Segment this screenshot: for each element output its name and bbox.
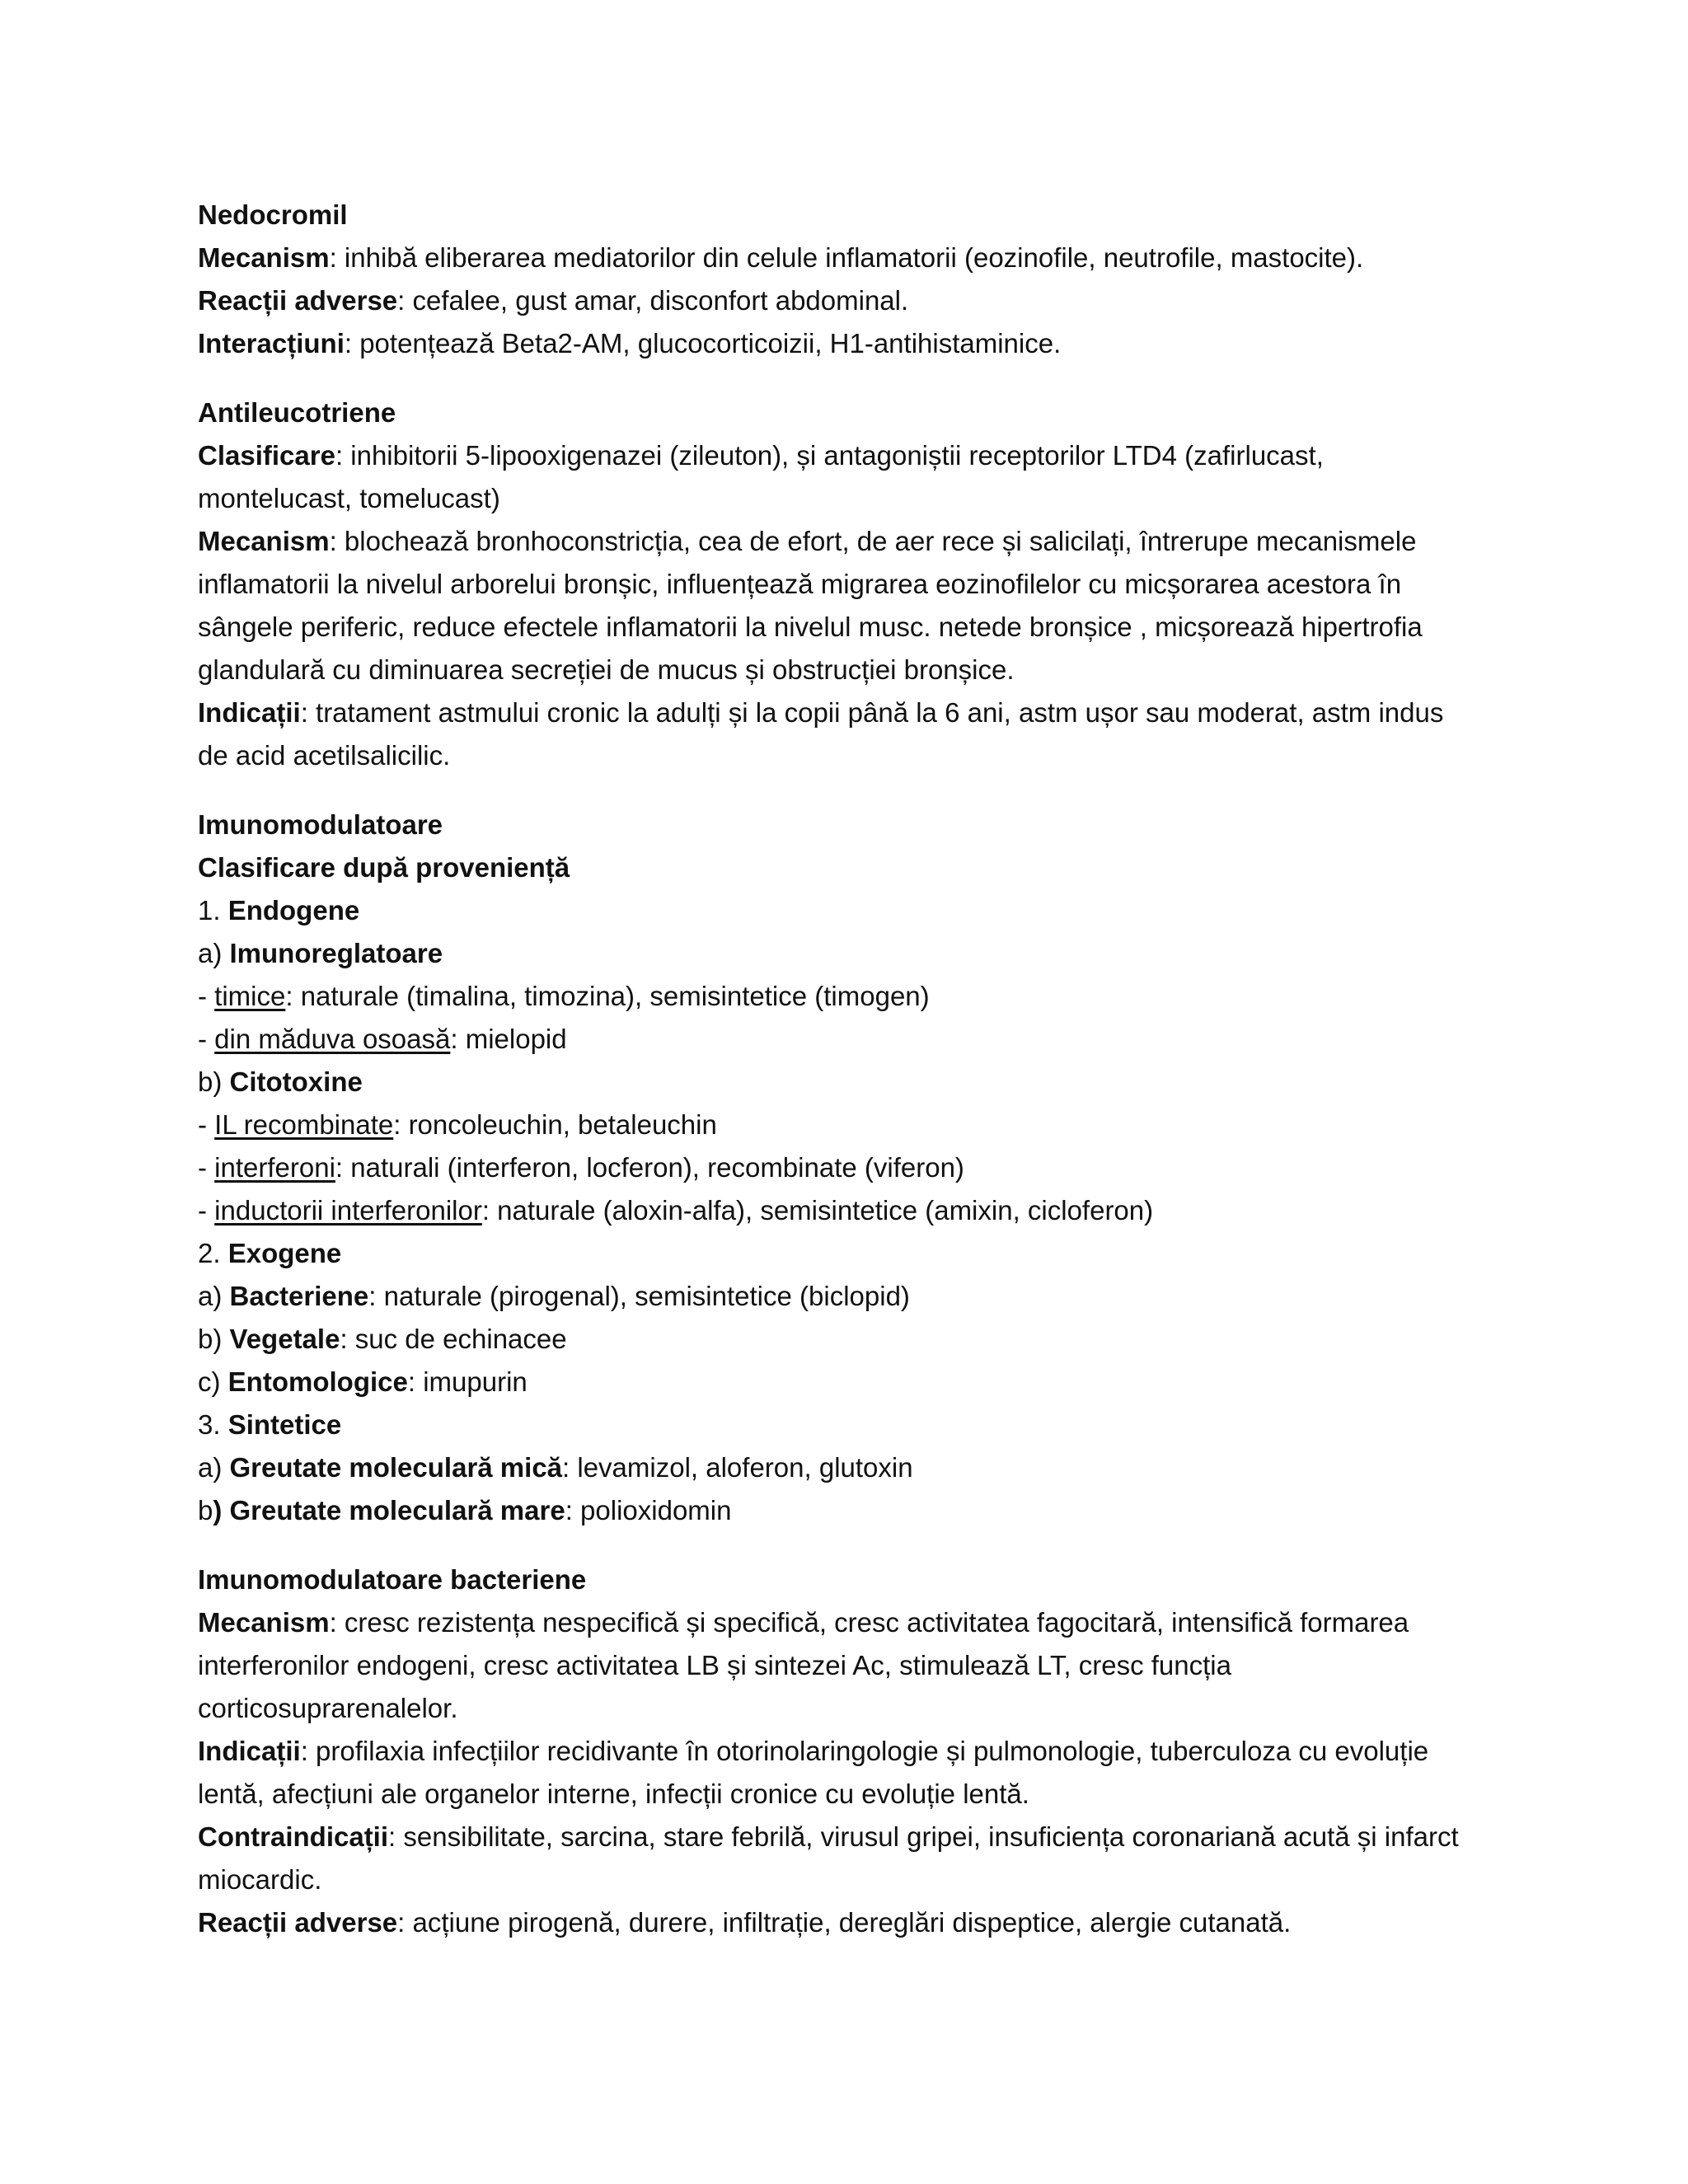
- imunobacteriene-indicatii-cont: lentă, afecțiuni ale organelor interne, infecții cronice cu evoluție lentă.: [198, 1779, 1029, 1809]
- section-title-imunomodulatoare-bacteriene: Imunomodulatoare bacteriene: [198, 1564, 587, 1595]
- label: Contraindicații: [198, 1821, 389, 1852]
- nedocromil-reactii: [198, 279, 1500, 322]
- antileucotriene-mecanism: [198, 520, 1500, 563]
- text: : profilaxia infecțiilor recidivante în otorinolaringologie și pulmonologie, tuberculoza cu evoluție: [300, 1736, 1429, 1766]
- label: interferoni: [214, 1152, 335, 1183]
- list-item-interferoni: [198, 1146, 1500, 1189]
- text: : levamizol, aloferon, glutoxin: [562, 1452, 913, 1483]
- section-title-antileucotriene: Antileucotriene: [198, 397, 396, 428]
- text: : naturale (pirogenal), semisintetice (biclopid): [368, 1281, 910, 1311]
- label: Exogene: [227, 1238, 342, 1268]
- number: 1.: [198, 895, 228, 926]
- prefix: b): [198, 1066, 230, 1097]
- label: Mecanism: [198, 1607, 330, 1638]
- label: Clasificare: [198, 440, 335, 471]
- label: Greutate moleculară mică: [229, 1452, 563, 1483]
- label: Vegetale: [229, 1324, 340, 1354]
- antileucotriene-mecanism-cont: inflamatorii la nivelul arborelui bronșic, influențează migrarea eozinofilelor cu micșorarea acestora în: [198, 569, 1402, 599]
- text: : acțiune pirogenă, durere, infiltrație, dereglări dispeptice, alergie cutanată.: [397, 1907, 1292, 1938]
- antileucotriene-indicatii-cont: de acid acetilsalicilic.: [198, 740, 451, 771]
- text: : naturale (aloxin-alfa), semisintetice (amixin, cicloferon): [481, 1195, 1154, 1226]
- prefix: c): [198, 1366, 228, 1397]
- nedocromil-interactiuni: [198, 322, 1500, 365]
- label: Indicații: [198, 1736, 301, 1766]
- list-item-bacteriene: [198, 1275, 1500, 1318]
- imunobacteriene-mecanism-cont: interferonilor endogeni, cresc activitatea LB și sintezei Ac, stimulează LT, cresc funcția: [198, 1650, 1231, 1680]
- label: Mecanism: [198, 242, 330, 273]
- spacer: [198, 1532, 1500, 1558]
- label: Citotoxine: [229, 1066, 363, 1097]
- list-item-maduva: [198, 1018, 1500, 1061]
- label: Bacteriene: [229, 1281, 369, 1311]
- prefix: -: [198, 1024, 215, 1054]
- text: : sensibilitate, sarcina, stare febrilă, virusul gripei, insuficiența coronariană acută și infarct: [388, 1821, 1459, 1852]
- text: : polioxidomin: [565, 1495, 732, 1526]
- list-item-endogene: [198, 889, 1500, 932]
- label: inductorii interferonilor: [214, 1195, 482, 1226]
- imunobacteriene-contraindicatii-cont: miocardic.: [198, 1864, 322, 1895]
- list-item-il: [198, 1104, 1500, 1146]
- spacer: [198, 365, 1500, 391]
- prefix: -: [198, 1109, 215, 1140]
- list-item-mare: [198, 1489, 1500, 1532]
- text: : naturali (interferon, locferon), recombinate (viferon): [335, 1152, 964, 1183]
- nedocromil-mecanism: [198, 237, 1500, 279]
- prefix: a): [198, 1452, 230, 1483]
- imunobacteriene-indicatii: [198, 1730, 1500, 1773]
- number: 3.: [198, 1409, 228, 1440]
- text: : naturale (timalina, timozina), semisintetice (timogen): [285, 981, 930, 1011]
- prefix: a): [198, 1281, 230, 1311]
- antileucotriene-mecanism-cont: glandulară cu diminuarea secreției de mucus și obstrucției bronșice.: [198, 654, 1015, 685]
- label: Sintetice: [227, 1409, 342, 1440]
- prefix: -: [198, 1152, 215, 1183]
- list-item-citotoxine: [198, 1061, 1500, 1104]
- imunobacteriene-reactii: [198, 1901, 1500, 1944]
- document-page: [198, 194, 1500, 1944]
- list-item-timice: [198, 975, 1500, 1018]
- text: : inhibitorii 5-lipooxigenazei (zileuton), și antagoniștii receptorilor LTD4 (zafirlucast,: [335, 440, 1324, 471]
- text: : mielopid: [450, 1024, 567, 1054]
- list-item-vegetale: [198, 1318, 1500, 1361]
- imunobacteriene-mecanism-cont: corticosuprarenalelor.: [198, 1693, 458, 1723]
- label: Indicații: [198, 697, 301, 728]
- spacer: [198, 777, 1500, 804]
- label: ) Greutate moleculară mare: [213, 1495, 565, 1526]
- subtitle-clasificare: Clasificare după proveniență: [198, 852, 570, 883]
- imunobacteriene-mecanism: [198, 1601, 1500, 1644]
- label: Entomologice: [227, 1366, 408, 1397]
- text: : potențează Beta2-AM, glucocorticoizii, H1-antihistaminice.: [344, 328, 1062, 359]
- antileucotriene-clasificare-cont: montelucast, tomelucast): [198, 483, 500, 513]
- list-item-mica: [198, 1446, 1500, 1489]
- text: : roncoleuchin, betaleuchin: [393, 1109, 717, 1140]
- label: timice: [214, 981, 286, 1011]
- label: Mecanism: [198, 526, 330, 556]
- prefix: a): [198, 938, 230, 968]
- label: Reacții adverse: [198, 1907, 398, 1938]
- list-item-entomologice: [198, 1361, 1500, 1404]
- number: 2.: [198, 1238, 228, 1268]
- label: Reacții adverse: [198, 285, 398, 316]
- antileucotriene-indicatii: [198, 691, 1500, 734]
- prefix: b): [198, 1324, 230, 1354]
- prefix: -: [198, 981, 215, 1011]
- section-title-imunomodulatoare: Imunomodulatoare: [198, 809, 443, 840]
- prefix: b: [198, 1495, 213, 1526]
- text: : tratament astmului cronic la adulți și la copii până la 6 ani, astm ușor sau moderat, astm indus: [300, 697, 1444, 728]
- label: din măduva osoasă: [214, 1024, 451, 1054]
- antileucotriene-mecanism-cont: sângele periferic, reduce efectele inflamatorii la nivelul musc. netede bronșice , micșorează hipertrofia: [198, 612, 1423, 642]
- text: : blochează bronhoconstricția, cea de efort, de aer rece și salicilați, întrerupe mecanismele: [329, 526, 1417, 556]
- text: : cefalee, gust amar, disconfort abdominal.: [397, 285, 909, 316]
- label: IL recombinate: [214, 1109, 394, 1140]
- label: Imunoreglatoare: [229, 938, 443, 968]
- list-item-exogene: [198, 1232, 1500, 1275]
- list-item-sintetice: [198, 1404, 1500, 1446]
- text: : inhibă eliberarea mediatorilor din celule inflamatorii (eozinofile, neutrofile, mastocite).: [329, 242, 1364, 273]
- section-title-nedocromil: Nedocromil: [198, 199, 348, 230]
- antileucotriene-clasificare: [198, 434, 1500, 477]
- prefix: -: [198, 1195, 215, 1226]
- text: : suc de echinacee: [340, 1324, 567, 1354]
- imunobacteriene-contraindicatii: [198, 1816, 1500, 1858]
- label: Endogene: [227, 895, 360, 926]
- list-item-imunoreglatoare: [198, 932, 1500, 975]
- list-item-inductorii: [198, 1189, 1500, 1232]
- label: Interacțiuni: [198, 328, 345, 359]
- text: : imupurin: [407, 1366, 528, 1397]
- text: : cresc rezistența nespecifică și specifică, cresc activitatea fagocitară, intensifică formarea: [329, 1607, 1409, 1638]
